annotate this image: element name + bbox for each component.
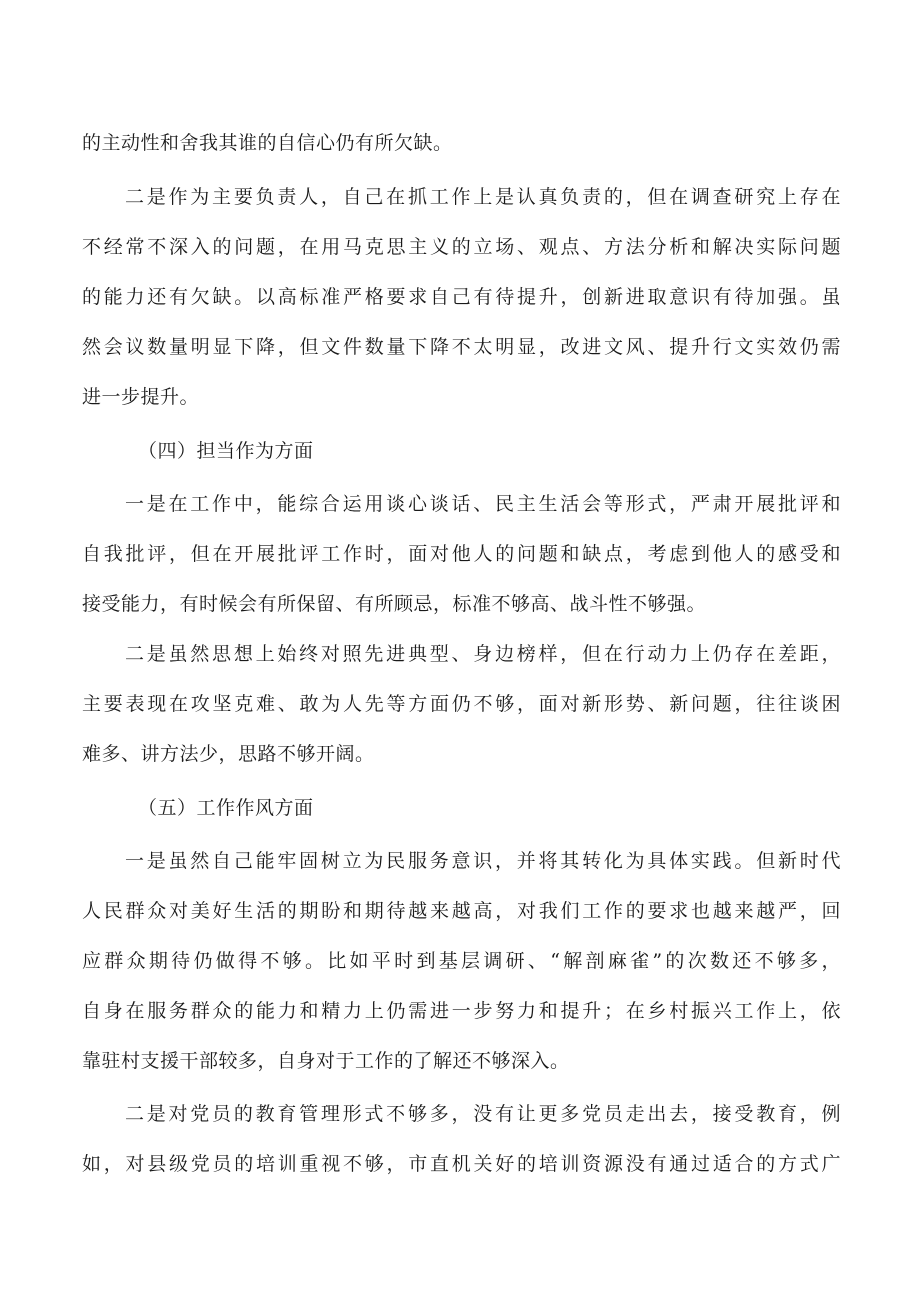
paragraph-line: 的能力还有欠缺。以高标准严格要求自己有待提升，创新进取意识有待加强。虽 [82,286,841,308]
paragraph-line: 如，对县级党员的培训重视不够，市直机关好的培训资源没有通过适合的方式广 [82,1153,841,1175]
paragraph-line: 主要表现在攻坚克难、敢为人先等方面仍不够，面对新形势、新问题，往往谈困 [82,693,841,715]
paragraph-line: 不经常不深入的问题，在用马克思主义的立场、观点、方法分析和解决实际问题 [82,236,841,258]
paragraph-line: 自我批评，但在开展批评工作时，面对他人的问题和缺点，考虑到他人的感受和 [82,543,841,565]
paragraph-line: 人民群众对美好生活的期盼和期待越来越高，对我们工作的要求也越来越严，回 [82,900,841,922]
paragraph-line: 二是作为主要负责人，自己在抓工作上是认真负责的，但在调查研究上存在 [125,186,841,208]
paragraph-line: 靠驻村支援干部较多，自身对于工作的了解还不够深入。 [82,1050,570,1072]
section-heading: （四）担当作为方面 [138,440,314,462]
paragraph-line: 自身在服务群众的能力和精力上仍需进一步努力和提升；在乡村振兴工作上，依 [82,1000,841,1022]
paragraph-line: 接受能力，有时候会有所保留、有所顾忌，标准不够高、战斗性不够强。 [82,593,707,615]
paragraph-line: 进一步提升。 [82,386,200,408]
paragraph-line: 一是在工作中，能综合运用谈心谈话、民主生活会等形式，严肃开展批评和 [125,493,841,515]
paragraph-line: 应群众期待仍做得不够。比如平时到基层调研、“解剖麻雀”的次数还不够多， [82,950,841,972]
paragraph-line: 的主动性和舍我其谁的自信心仍有所欠缺。 [82,132,453,154]
paragraph-line: 二是虽然思想上始终对照先进典型、身边榜样，但在行动力上仍存在差距， [125,643,841,665]
paragraph-line: 二是对党员的教育管理形式不够多，没有让更多党员走出去，接受教育，例 [125,1103,841,1125]
paragraph-line: 一是虽然自己能牢固树立为民服务意识，并将其转化为具体实践。但新时代 [125,850,841,872]
paragraph-line: 然会议数量明显下降，但文件数量下降不太明显，改进文风、提升行文实效仍需 [82,336,841,358]
paragraph-line: 难多、讲方法少，思路不够开阔。 [82,743,375,765]
section-heading: （五）工作作风方面 [138,797,314,819]
